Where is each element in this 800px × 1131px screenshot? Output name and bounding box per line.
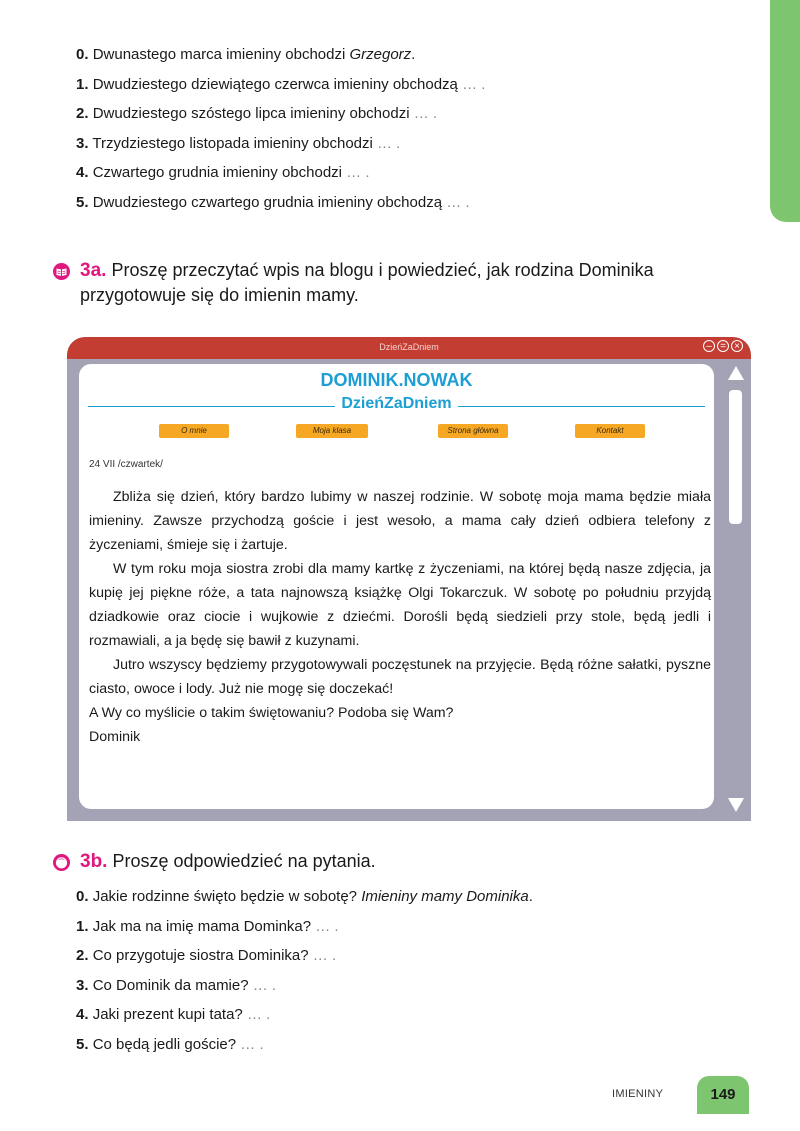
list-item: 2. Dwudziestego szóstego lipca imieniny obchodzi … . bbox=[76, 105, 438, 122]
post-paragraph: W tym roku moja siostra zrobi dla mamy kartkę z życzeniami, na której będą nasze zdjęcia, ja kupię jej piękne róże, a tata najnowszą książkę Olgi Tokarczuk. W sobotę po południu przyjdą dziadkowie oraz ciocie i wujkowie z dziećmi. Dorośli będą siedzieli przy stole, będą jedli i rozmawiali, a ja będę się bawił z kuzynami. bbox=[89, 561, 711, 649]
list-item: 4. Czwartego grudnia imieniny obchodzi … . bbox=[76, 164, 370, 181]
maximize-icon[interactable]: = bbox=[717, 340, 729, 352]
window-title: DzieńZaDniem bbox=[379, 342, 439, 352]
list-item: 5. Co będą jedli goście? … . bbox=[76, 1035, 264, 1053]
footer-section-label: IMIENINY bbox=[612, 1088, 664, 1100]
scroll-up-icon[interactable] bbox=[728, 366, 744, 380]
post-date: 24 VII /czwartek/ bbox=[89, 459, 163, 470]
minimize-icon[interactable]: – bbox=[703, 340, 715, 352]
page-number: 149 bbox=[697, 1076, 749, 1114]
list-item: 4. Jaki prezent kupi tata? … . bbox=[76, 1006, 271, 1023]
blog-subtitle: DzieńZaDniem bbox=[335, 395, 457, 412]
list-item: 1. Jak ma na imię mama Dominka? … . bbox=[76, 917, 339, 935]
scroll-down-icon[interactable] bbox=[728, 798, 744, 812]
blog-name: DOMINIK.NOWAK bbox=[320, 370, 473, 390]
task-3b-heading: 3b. Proszę odpowiedzieć na pytania. bbox=[80, 849, 376, 874]
close-icon[interactable]: × bbox=[731, 340, 743, 352]
window-titlebar bbox=[67, 337, 751, 359]
exercise-list-dates bbox=[76, 45, 485, 222]
nav-my-class[interactable]: Moja klasa bbox=[296, 424, 368, 438]
blog-post bbox=[89, 485, 711, 749]
speaking-head-icon bbox=[53, 853, 70, 870]
list-item: 2. Co przygotuje siostra Dominika? … . bbox=[76, 947, 337, 964]
nav-about[interactable]: O mnie bbox=[159, 424, 229, 438]
nav-contact[interactable]: Kontakt bbox=[575, 424, 645, 438]
open-book-icon bbox=[53, 262, 70, 279]
blog-window bbox=[67, 337, 751, 821]
task-3a-heading: 3a. Proszę przeczytać wpis na blogu i powiedzieć, jak rodzina Dominika przygotowuje się do imienin mamy. bbox=[80, 258, 654, 308]
nav-home[interactable]: Strona główna bbox=[438, 424, 508, 438]
list-item: 3. Co Dominik da mamie? … . bbox=[76, 976, 277, 994]
exercise-list-questions bbox=[76, 887, 533, 1064]
list-item: 3. Trzydziestego listopada imieniny obchodzi … . bbox=[76, 134, 401, 152]
chapter-side-tab bbox=[770, 0, 800, 222]
blog-content bbox=[79, 364, 714, 809]
post-paragraph: Jutro wszyscy będziemy przygotowywali poczęstunek na przyjęcie. Będą różne sałatki, pyszne ciasto, owoce i lody. Już nie mogę się doczekać! bbox=[89, 657, 711, 697]
list-item: 0. Dwunastego marca imieniny obchodzi Grzegorz. bbox=[76, 46, 416, 63]
post-question: A Wy co myślicie o takim świętowaniu? Podoba się Wam? bbox=[89, 705, 454, 721]
post-paragraph: Zbliża się dzień, który bardzo lubimy w naszej rodzinie. W sobotę moja mama będzie miała imieniny. Zawsze przychodzą goście i jest wesoło, a mama cały dzień odbiera telefony z życzeniami, śmieje się i żartuje. bbox=[89, 489, 711, 553]
list-item: 5. Dwudziestego czwartego grudnia imieniny obchodzą … . bbox=[76, 193, 470, 211]
list-item: 0. Jakie rodzinne święto będzie w sobotę? Imieniny mamy Dominika. bbox=[76, 888, 533, 905]
scroll-thumb[interactable] bbox=[729, 390, 742, 524]
list-item: 1. Dwudziestego dziewiątego czerwca imieniny obchodzą … . bbox=[76, 75, 486, 93]
scrollbar[interactable] bbox=[725, 364, 747, 816]
post-signature: Dominik bbox=[89, 729, 141, 745]
